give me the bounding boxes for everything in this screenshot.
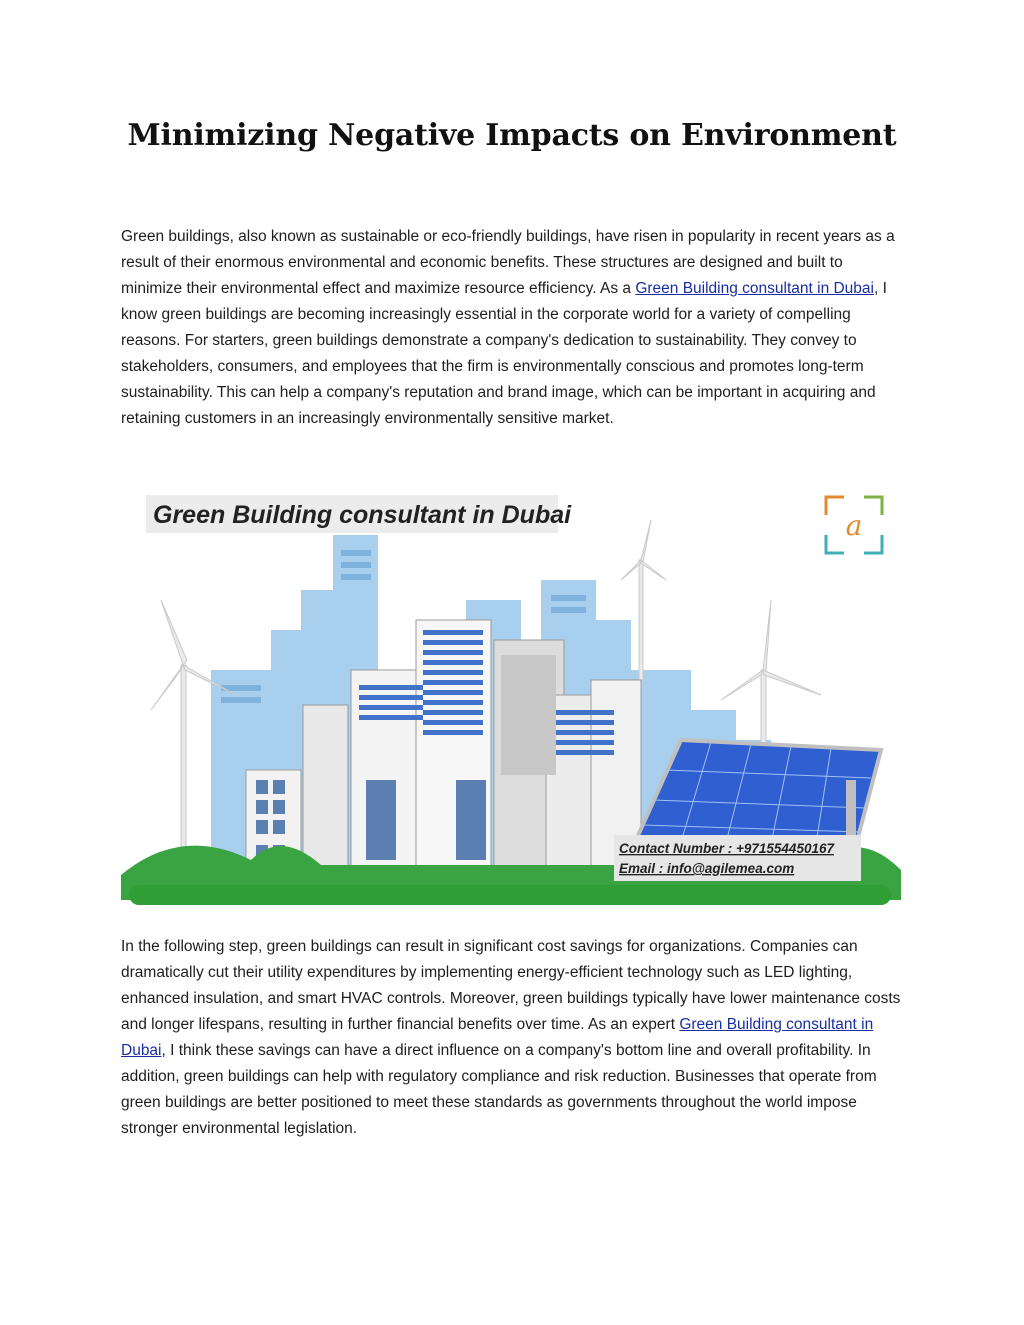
intro-paragraph xyxy=(121,224,907,432)
paragraph-text: , I think these savings can have a direct influence on a company's bottom line and overall profitability. In addition, green buildings can help with regulatory compliance and risk reduction. Businesses that operate from green buildings are better positioned to meet these standards as governments throughout the world impose stronger environmental legislation. xyxy=(121,1042,877,1137)
paragraph-text: In the following step, green buildings can result in significant cost savings for organizations. Companies can dramatically cut their utility expenditures by implementing energy-efficient technology such as LED lighting, enhanced insulation, and smart HVAC controls. Moreover, green buildings typically have lower maintenance costs and longer lifespans, resulting in further financial benefits over time. As an expert xyxy=(121,938,901,1033)
cost-savings-paragraph xyxy=(121,934,907,1142)
contact-email: Email : info@agilemea.com xyxy=(619,861,795,876)
paragraph-text: , I know green buildings are becoming increasingly essential in the corporate world for a variety of compelling reasons. For starters, green buildings demonstrate a company's dedication to sustainability. They convey to stakeholders, consumers, and employees that the firm is environmentally conscious and promotes long-term sustainability. This can help a company's reputation and brand image, which can be important in acquiring and retaining customers in an increasingly environmentally sensitive market. xyxy=(121,280,887,427)
green-building-consultant-link[interactable]: Green Building consultant in Dubai xyxy=(121,1016,874,1059)
green-building-consultant-link[interactable]: Green Building consultant in Dubai xyxy=(635,280,874,297)
banner-title: Green Building consultant in Dubai xyxy=(153,501,572,529)
green-building-illustration xyxy=(121,480,901,915)
solar-panel xyxy=(636,740,881,850)
paragraph-text: Green buildings, also known as sustainable or eco-friendly buildings, have risen in popularity in recent years as a result of their enormous environmental and economic benefits. These structures are designed and built to minimize their environmental effect and maximize resource efficiency. As a xyxy=(121,228,895,297)
logo-letter: a xyxy=(845,509,863,542)
page-title: Minimizing Negative Impacts on Environment xyxy=(127,118,897,153)
grass-ground xyxy=(129,885,891,905)
contact-number: Contact Number : +971554450167 xyxy=(619,841,834,856)
illustration-svg xyxy=(121,480,901,915)
